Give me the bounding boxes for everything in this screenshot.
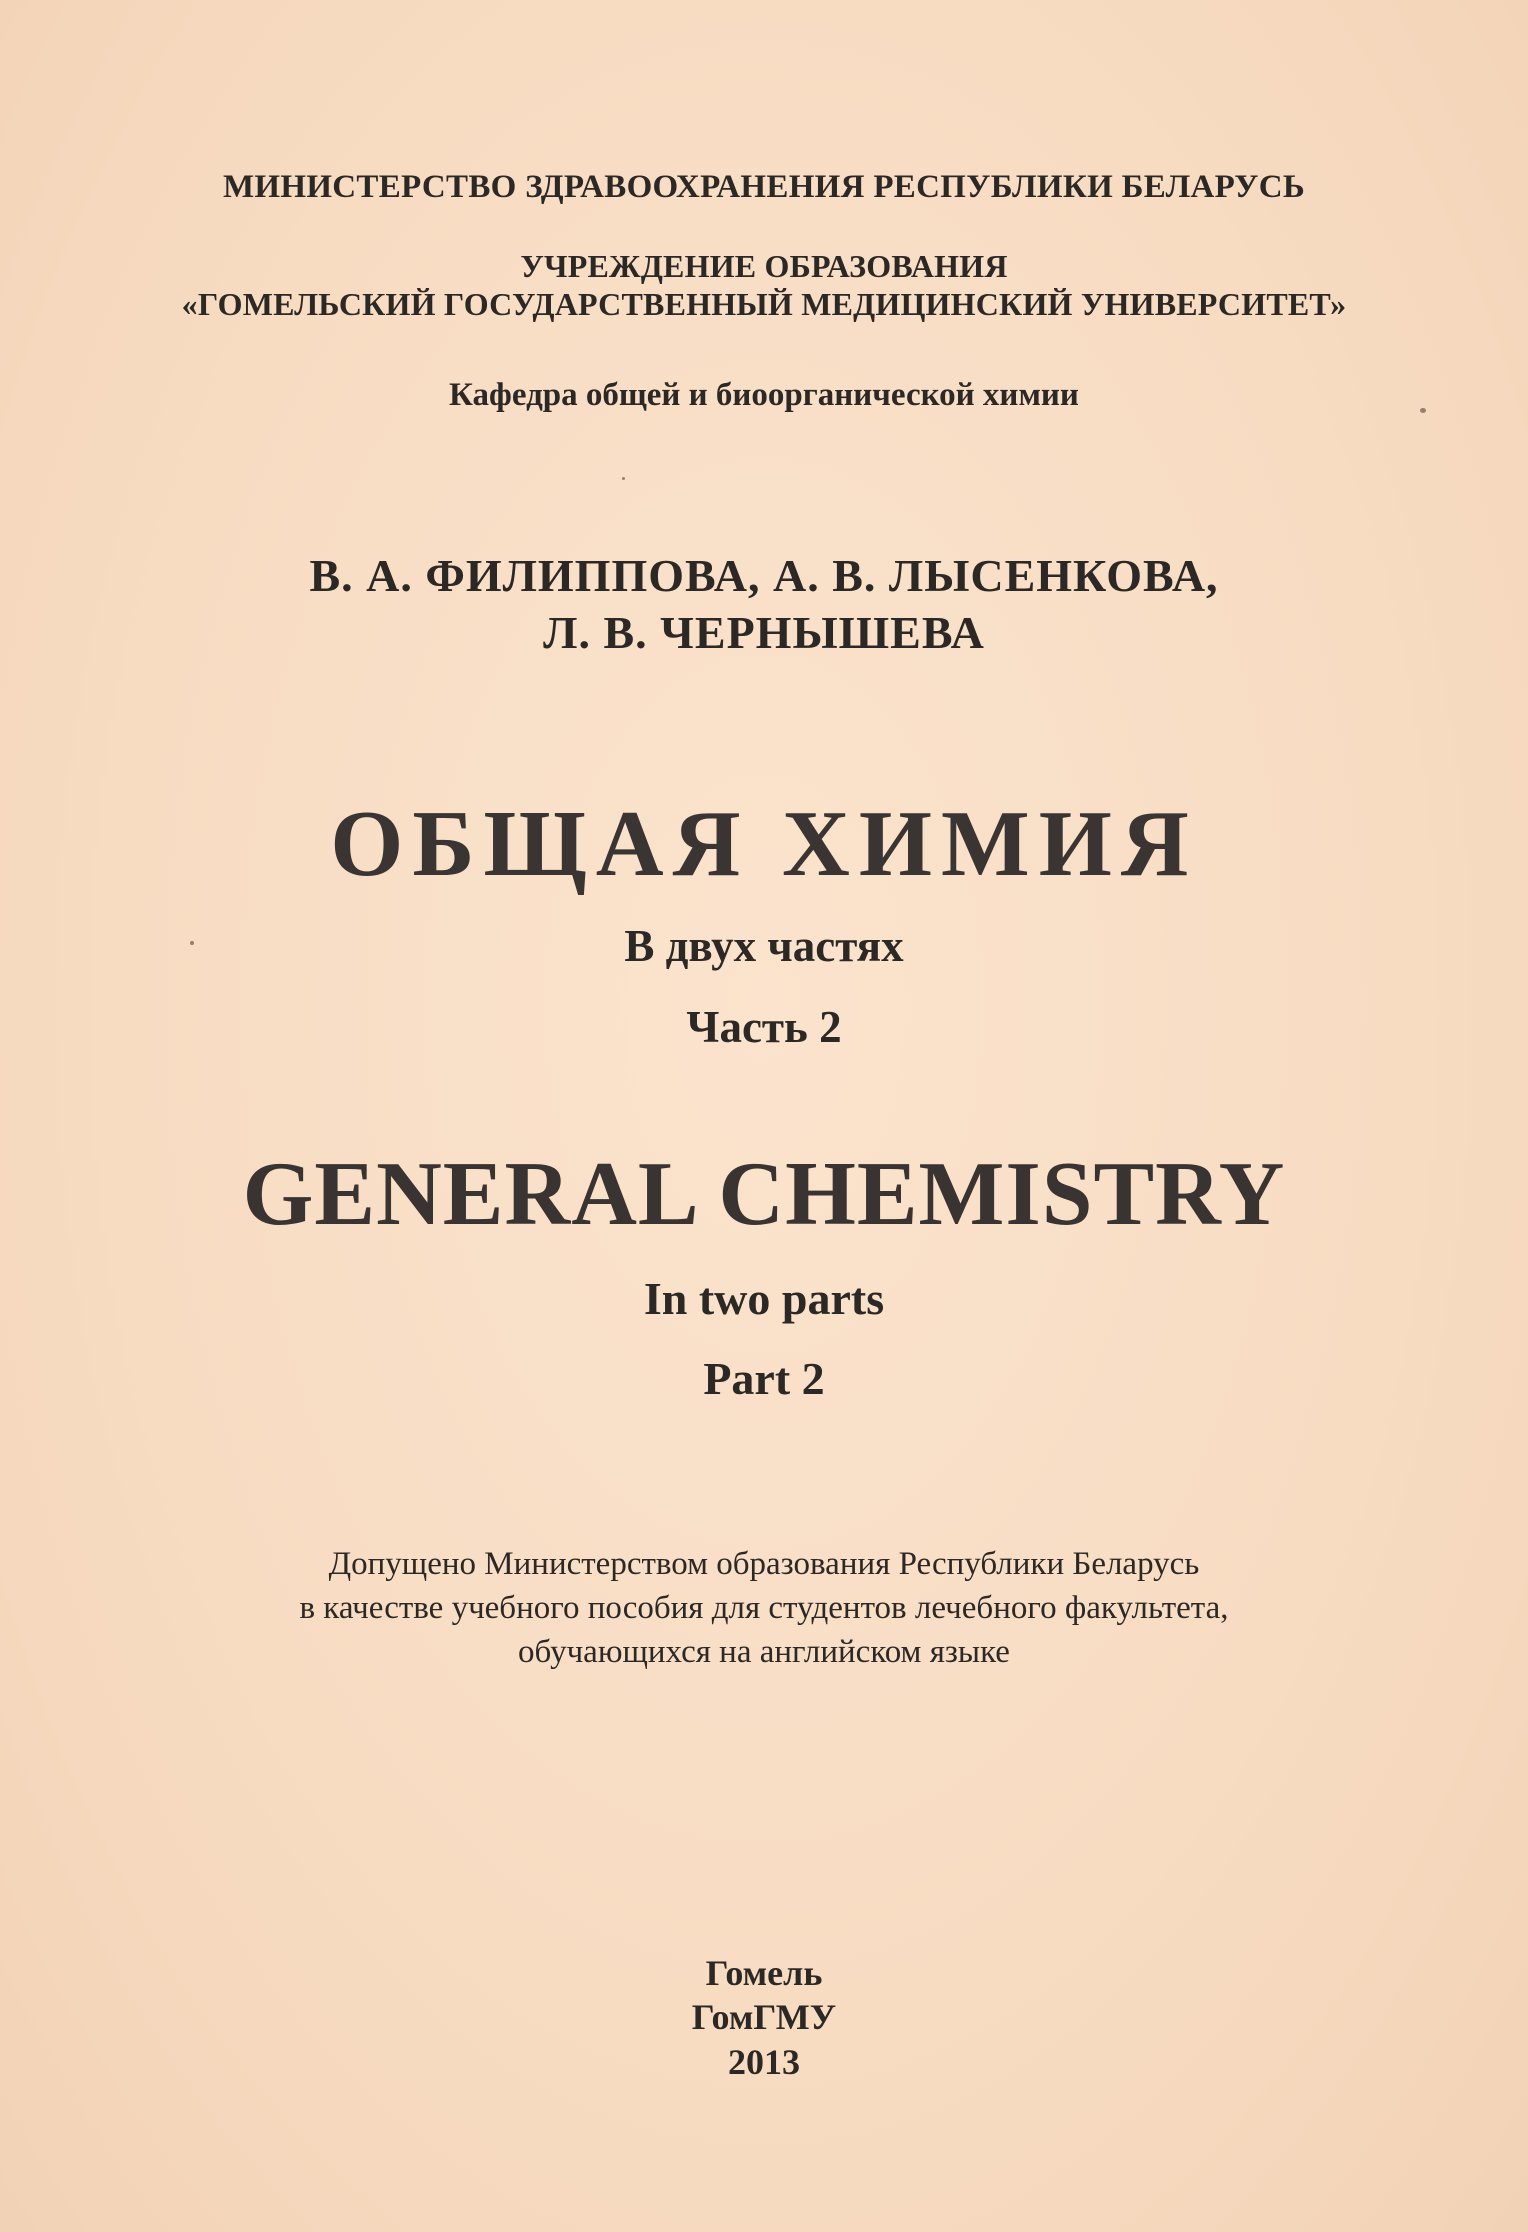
paper-speck <box>1420 408 1426 413</box>
authors-line-2: Л. В. ЧЕРНЫШЕВА <box>543 607 985 658</box>
approval-statement-line-3: обучающихся на английском языке <box>518 1634 1010 1670</box>
department-name: Кафедра общей и биоорганической химии <box>449 377 1079 413</box>
subtitle-russian: В двух частях <box>624 921 904 971</box>
part-number-russian: Часть 2 <box>686 1002 842 1052</box>
authors-line-1: В. А. ФИЛИППОВА, А. В. ЛЫСЕНКОВА, <box>309 550 1219 601</box>
book-title-russian: ОБЩАЯ ХИМИЯ <box>330 792 1198 896</box>
approval-statement-line-2: в качестве учебного пособия для студентов лечебного факультета, <box>299 1590 1229 1626</box>
institution-heading-line-2: «ГОМЕЛЬСКИЙ ГОСУДАРСТВЕННЫЙ МЕДИЦИНСКИЙ УНИВЕРСИТЕТ» <box>181 286 1347 322</box>
paper-speck <box>622 477 625 480</box>
part-number-english: Part 2 <box>703 1353 825 1404</box>
ministry-heading: МИНИСТЕРСТВО ЗДРАВООХРАНЕНИЯ РЕСПУБЛИКИ БЕЛАРУСЬ <box>222 169 1306 205</box>
imprint-publisher: ГомГМУ <box>691 1997 837 2037</box>
paper-speck <box>190 941 194 945</box>
approval-statement-line-1: Допущено Министерством образования Республики Беларусь <box>328 1546 1200 1582</box>
institution-heading-line-1: УЧРЕЖДЕНИЕ ОБРАЗОВАНИЯ <box>520 248 1008 284</box>
subtitle-english: In two parts <box>643 1273 885 1324</box>
imprint-year: 2013 <box>728 2042 800 2082</box>
book-title-english: GENERAL CHEMISTRY <box>242 1143 1286 1244</box>
imprint-city: Гомель <box>705 1953 823 1993</box>
